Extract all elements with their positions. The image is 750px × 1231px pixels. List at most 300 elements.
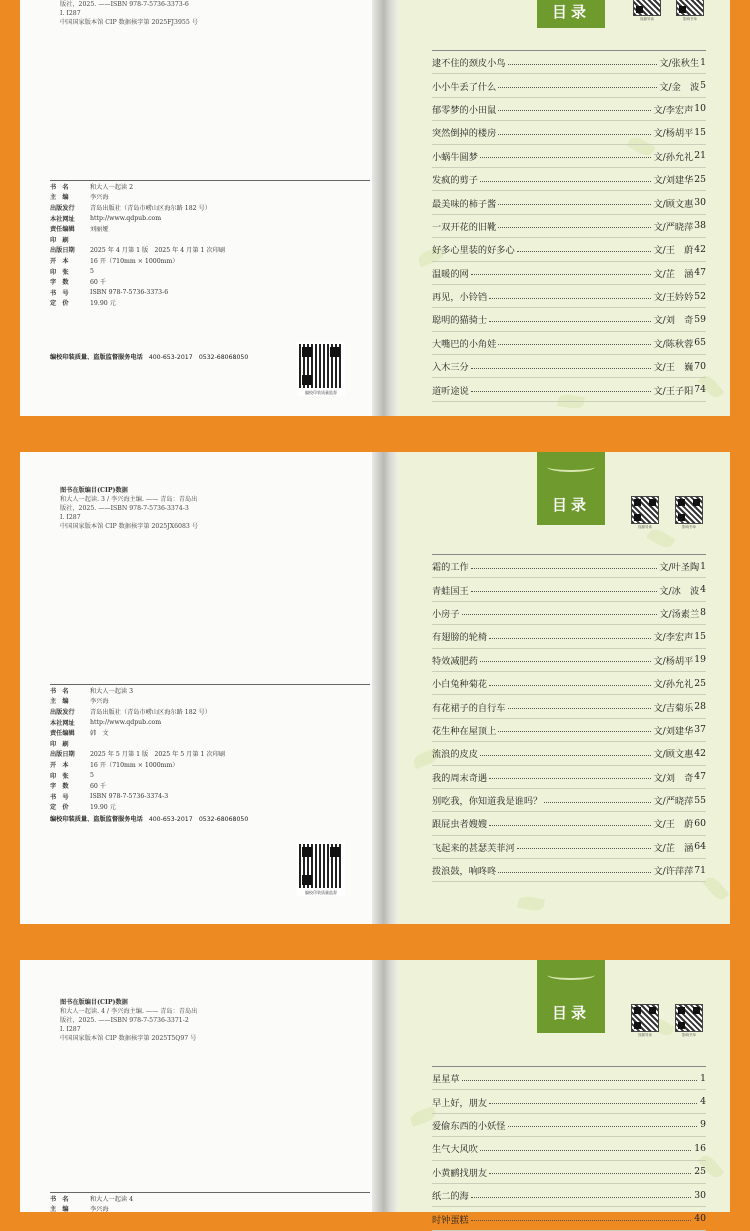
qr-code-icon	[631, 496, 659, 524]
colophon-row	[50, 1204, 370, 1215]
toc-leader-dots	[471, 274, 652, 275]
toc-entry[interactable]	[432, 1114, 706, 1137]
toc-leader-dots	[471, 368, 652, 369]
toc-entry-title: 郁零梦的小田鼠	[432, 104, 497, 116]
toc-title: 目录	[551, 496, 590, 514]
toc-entry[interactable]	[432, 766, 706, 789]
colophon-key: 书 名	[50, 183, 69, 191]
book-panel-2	[20, 452, 730, 924]
toc-entry-page: 42	[694, 243, 706, 255]
colophon-key: 定 价	[50, 300, 69, 308]
toc-entry-author: 文/孙允礼	[653, 151, 694, 163]
toc-entry[interactable]	[432, 168, 706, 191]
colophon-key: 主 编	[50, 1206, 69, 1214]
colophon	[50, 180, 370, 308]
toc-page	[398, 0, 730, 416]
qr-video-guide	[631, 496, 659, 530]
qr-caption: 影响书单	[682, 1033, 696, 1037]
toc-entry[interactable]	[432, 74, 706, 97]
toc-leader-dots	[508, 708, 652, 709]
toc-entry-title: 青蛙国王	[432, 585, 469, 597]
toc-list	[432, 50, 706, 402]
toc-entry[interactable]	[432, 578, 706, 601]
qr-code-icon	[299, 844, 343, 888]
book-spine	[372, 0, 398, 416]
cip-line: 和大人一起读. 3 / 李兴海主编. —— 青岛：青岛出	[60, 496, 198, 503]
toc-leader-dots	[517, 251, 652, 252]
cip-line: 中国国家版本馆 CIP 数据核字第 2025FJ3955 号	[60, 19, 198, 26]
toc-entry[interactable]	[432, 1207, 706, 1230]
toc-entry-author: 文/李宏声	[653, 104, 694, 116]
toc-entry[interactable]	[432, 1067, 706, 1090]
toc-entry-page: 64	[694, 841, 706, 853]
colophon-row	[50, 791, 370, 802]
toc-entry-title: 流浪的皮皮	[432, 749, 478, 761]
colophon-value: 韩 文	[90, 730, 109, 738]
colophon-row	[50, 276, 370, 287]
qr-caption: 视频导读	[638, 1033, 652, 1037]
cip-line: Ⅰ. I287	[60, 1026, 81, 1033]
qr-caption: 影响书单	[683, 17, 697, 21]
colophon-row	[50, 245, 370, 256]
toc-entry-title: 早上好，朋友	[432, 1097, 488, 1109]
qr-code-icon	[675, 496, 703, 524]
book-spine	[372, 960, 398, 1212]
toc-entry-title: 花生种在屋顶上	[432, 725, 497, 737]
colophon-row	[50, 749, 370, 760]
toc-entry-page: 40	[694, 1213, 706, 1225]
toc-leader-dots	[489, 298, 651, 299]
toc-entry[interactable]	[432, 789, 706, 812]
toc-entry-author: 文/顾文惠	[653, 749, 694, 761]
qr-caption: 编校印装质量监督	[305, 890, 337, 895]
toc-entry[interactable]	[432, 98, 706, 121]
colophon-key: 出版发行	[50, 708, 75, 716]
toc-entry[interactable]	[432, 145, 706, 168]
toc-leader-dots	[471, 1220, 692, 1221]
toc-title: 目录	[551, 1004, 590, 1022]
toc-leader-dots	[489, 321, 651, 322]
colophon-key: 主 编	[50, 698, 69, 706]
toc-banner	[537, 452, 605, 525]
toc-entry-author: 文/严晓萍	[653, 796, 694, 808]
toc-entry-page: 16	[694, 1142, 706, 1154]
toc-leader-dots	[489, 1173, 691, 1174]
colophon-key: 出版日期	[50, 247, 75, 255]
toc-entry-page: 9	[700, 1119, 706, 1131]
toc-entry-author: 文/刘 奇	[653, 772, 694, 784]
toc-entry-page: 15	[694, 630, 706, 642]
cip-line: 版社，2025. ——ISBN 978-7-5736-3374-3	[60, 505, 189, 512]
toc-entry-author: 文/冰 波	[659, 585, 700, 597]
colophon-row	[50, 780, 370, 791]
toc-entry[interactable]	[432, 719, 706, 742]
colophon-key: 书 号	[50, 289, 69, 297]
toc-entry[interactable]	[432, 555, 706, 578]
toc-entry-title: 小白兔种菊花	[432, 679, 488, 691]
cip-title: 图书在版编目(CIP)数据	[60, 487, 128, 494]
colophon-row	[50, 213, 370, 224]
colophon-key: 书 名	[50, 1195, 69, 1203]
toc-entry-author: 文/吉菊乐	[653, 702, 694, 714]
toc-entry-author: 文/汤素兰	[659, 608, 700, 620]
colophon-value: 刘丽娅	[90, 226, 109, 234]
toc-entry-title: 霜的工作	[432, 562, 469, 574]
colophon-value: 2025 年 5 月第 1 版 2025 年 5 月第 1 次印刷	[90, 751, 225, 759]
toc-leader-dots	[471, 591, 658, 592]
toc-entry-author: 文/叶圣陶	[659, 562, 700, 574]
toc-entry-title: 小小牛丢了什么	[432, 81, 497, 93]
colophon-key: 本社网址	[50, 215, 75, 223]
toc-entry-title: 飞起来的甚瑟芙菲河	[432, 842, 515, 854]
colophon-row	[50, 706, 370, 717]
colophon	[50, 1192, 370, 1214]
toc-entry-title: 我的周末奇遇	[432, 772, 488, 784]
colophon-value: ISBN 978-7-5736-3374-3	[90, 792, 169, 800]
toc-leader-dots	[498, 134, 651, 135]
toc-leader-dots	[462, 614, 658, 615]
toc-leader-dots	[508, 64, 658, 65]
toc-entry-page: 10	[694, 103, 706, 115]
toc-entry-title: 有花裙子的自行车	[432, 702, 506, 714]
toc-page	[398, 452, 730, 924]
toc-leader-dots	[498, 227, 651, 228]
toc-entry[interactable]	[432, 121, 706, 144]
toc-leader-dots	[471, 391, 652, 392]
colophon-key: 书 号	[50, 793, 69, 801]
toc-entry-page: 70	[694, 360, 706, 372]
colophon-key: 印 刷	[50, 236, 69, 244]
toc-entry-page: 25	[694, 677, 706, 689]
cip-line: 和大人一起读. 4 / 李兴海主编. —— 青岛：青岛出	[60, 1008, 198, 1015]
toc-entry[interactable]	[432, 672, 706, 695]
toc-entry-author: 文/孙允礼	[653, 679, 694, 691]
toc-entry[interactable]	[432, 332, 706, 355]
toc-entry-author: 文/刘建华	[653, 175, 694, 187]
toc-entry[interactable]	[432, 191, 706, 214]
colophon-key: 印 刷	[50, 740, 69, 748]
colophon-key: 责任编辑	[50, 730, 75, 738]
toc-entry[interactable]	[432, 215, 706, 238]
colophon-key: 开 本	[50, 761, 69, 769]
toc-leader-dots	[489, 1103, 697, 1104]
qr-booklist	[675, 496, 703, 530]
qr-code-icon	[299, 344, 343, 388]
cip-line: 中国国家版本馆 CIP 数据核字第 2025JX6083 号	[60, 523, 199, 530]
colophon-row	[50, 696, 370, 707]
toc-entry-author: 文/杨胡平	[653, 655, 694, 667]
toc-entry-author: 文/严晓萍	[653, 221, 694, 233]
toc-entry-page: 19	[694, 654, 706, 666]
toc-leader-dots	[480, 157, 652, 158]
toc-entry-title: 温暖的网	[432, 268, 469, 280]
colophon-value: 李兴海	[90, 698, 109, 706]
toc-leader-dots	[517, 848, 652, 849]
colophon-row	[50, 685, 370, 696]
cip-block	[60, 486, 198, 531]
toc-entry-page: 25	[694, 1166, 706, 1178]
toc-leader-dots	[489, 685, 651, 686]
hotline-phones: 400-653-2017 0532-68068050	[148, 354, 249, 361]
toc-entry-title: 逮不住的颈皮小鸟	[432, 58, 506, 70]
colophon-value: 和大人一起读 3	[90, 687, 134, 695]
toc-entry[interactable]	[432, 378, 706, 401]
toc-entry-page: 1	[700, 560, 706, 572]
colophon-row	[50, 192, 370, 203]
colophon-row	[50, 298, 370, 309]
toc-leader-dots	[471, 568, 658, 569]
cip-line: 版社，2025. ——ISBN 978-7-5736-3373-6	[60, 1, 189, 8]
qr-code-icon	[631, 1004, 659, 1032]
toc-entry-author: 文/芷 涵	[653, 268, 694, 280]
toc-entry-page: 21	[694, 150, 706, 162]
toc-entry[interactable]	[432, 1161, 706, 1184]
toc-entry-author: 文/刘建华	[653, 725, 694, 737]
toc-entry-title: 道听途说	[432, 385, 469, 397]
colophon-key: 主 编	[50, 194, 69, 202]
toc-entry-author: 文/芷 涵	[653, 842, 694, 854]
colophon-value: 5	[90, 267, 94, 275]
toc-entry-title: 跟屁虫者嫂嫂	[432, 819, 488, 831]
cip-line: 版社，2025. ——ISBN 978-7-5736-3371-2	[60, 1017, 189, 1024]
toc-entry-page: 37	[694, 724, 706, 736]
copyright-page	[20, 452, 372, 924]
toc-entry-title: 最美味的柿子酱	[432, 198, 497, 210]
toc-entry[interactable]	[432, 742, 706, 765]
toc-entry-title: 突然倒掉的楼房	[432, 128, 497, 140]
toc-entry-page: 28	[694, 701, 706, 713]
toc-entry-title: 有翅膀的轮椅	[432, 632, 488, 644]
colophon	[50, 684, 370, 812]
colophon-key: 责任编辑	[50, 226, 75, 234]
toc-entry[interactable]	[432, 812, 706, 835]
toc-entry-title: 生气大风吹	[432, 1144, 478, 1156]
toc-entry-page: 25	[694, 173, 706, 185]
toc-leader-dots	[498, 731, 651, 732]
colophon-value: 60 千	[90, 783, 107, 791]
colophon-row	[50, 770, 370, 781]
toc-entry[interactable]	[432, 285, 706, 308]
colophon-value: ISBN 978-7-5736-3373-6	[90, 288, 169, 296]
colophon-key: 定 价	[50, 804, 69, 812]
toc-leader-dots	[462, 1080, 698, 1081]
toc-entry-title: 大嘴巴的小角娃	[432, 338, 497, 350]
toc-leader-dots	[480, 661, 652, 662]
colophon-row	[50, 266, 370, 277]
colophon-value: http://www.qdpub.com	[90, 718, 162, 726]
toc-entry-author: 文/陈秋蓉	[653, 338, 694, 350]
book-panel-1	[20, 0, 730, 416]
colophon-key: 开 本	[50, 257, 69, 265]
toc-leader-dots	[489, 825, 651, 826]
toc-entry-author: 文/许萍萍	[653, 866, 694, 878]
toc-entry-title: 再见，小铃铛	[432, 292, 488, 304]
qr-caption: 视频导读	[640, 17, 654, 21]
toc-leader-dots	[471, 1197, 692, 1198]
toc-entry-title: 好多心里装的好多心	[432, 245, 515, 257]
toc-entry-author: 文/王妗妗	[653, 292, 694, 304]
qr-caption: 影响书单	[682, 525, 696, 529]
cip-block	[60, 0, 198, 27]
qr-booklist	[675, 1004, 703, 1038]
toc-entry-author: 文/李宏声	[653, 632, 694, 644]
copyright-page	[20, 0, 372, 416]
qr-code	[297, 842, 345, 896]
toc-entry-author: 文/王 蔚	[653, 819, 694, 831]
toc-entry-page: 5	[700, 80, 706, 92]
colophon-key: 出版发行	[50, 204, 75, 212]
colophon-key: 字 数	[50, 279, 69, 287]
toc-entry-title: 小黄鹂找朋友	[432, 1167, 488, 1179]
toc-entry-author: 文/王子阳	[653, 385, 694, 397]
toc-entry-title: 星星草	[432, 1074, 460, 1086]
cip-line: 中国国家版本馆 CIP 数据核字第 2025T5Q97 号	[60, 1035, 197, 1042]
toc-entry-page: 52	[694, 290, 706, 302]
toc-list	[432, 554, 706, 882]
toc-entry-title: 入木三分	[432, 362, 469, 374]
colophon-value: http://www.qdpub.com	[90, 214, 162, 222]
colophon-value: 青岛出版社（青岛市崂山区海尔路 182 号）	[90, 708, 211, 716]
toc-leader-dots	[498, 87, 657, 88]
qr-caption: 视频导读	[638, 525, 652, 529]
toc-leader-dots	[489, 778, 651, 779]
toc-entry-page: 1	[700, 56, 706, 68]
toc-entry-page: 60	[694, 817, 706, 829]
toc-entry-page: 30	[694, 1189, 706, 1201]
toc-entry-author: 文/杨胡平	[653, 128, 694, 140]
toc-leader-dots	[498, 872, 651, 873]
toc-entry-page: 71	[694, 864, 706, 876]
toc-entry-page: 15	[694, 126, 706, 138]
toc-leader-dots	[480, 1150, 691, 1151]
toc-entry-title: 纸二的海	[432, 1191, 469, 1203]
colophon-value: 5	[90, 771, 94, 779]
qr-caption: 编校印装质量监督	[305, 390, 337, 395]
qr-video-guide	[633, 0, 661, 22]
qr-code-icon	[675, 1004, 703, 1032]
colophon-row	[50, 759, 370, 770]
toc-entry[interactable]	[432, 308, 706, 331]
colophon-key: 出版日期	[50, 751, 75, 759]
toc-entry-author: 文/王 蔚	[653, 245, 694, 257]
toc-leader-dots	[498, 204, 651, 205]
cip-title: 图书在版编目(CIP)数据	[60, 999, 128, 1006]
toc-entry-title: 一双开花的旧靴	[432, 221, 497, 233]
toc-entry[interactable]	[432, 1090, 706, 1113]
toc-entry-title: 小蜗牛圆梦	[432, 151, 478, 163]
colophon-value: 60 千	[90, 279, 107, 287]
toc-entry[interactable]	[432, 625, 706, 648]
qr-code-icon	[676, 0, 704, 16]
toc-entry-page: 4	[700, 584, 706, 596]
toc-entry-author: 文/张秋生	[659, 58, 700, 70]
toc-entry-title: 小房子	[432, 608, 460, 620]
toc-entry-page: 8	[700, 607, 706, 619]
toc-entry-page: 74	[694, 384, 706, 396]
hotline-label: 编校印装质量、盗版监督服务电话	[50, 816, 143, 823]
colophon-row	[50, 181, 370, 192]
toc-leader-dots	[480, 181, 652, 182]
toc-entry-page: 42	[694, 747, 706, 759]
colophon-value: 16 开（710mm × 1000mm）	[90, 761, 179, 769]
toc-entry-page: 47	[694, 771, 706, 783]
toc-entry-page: 38	[694, 220, 706, 232]
colophon-row	[50, 234, 370, 245]
toc-entry[interactable]	[432, 836, 706, 859]
toc-entry-page: 47	[694, 267, 706, 279]
colophon-key: 书 名	[50, 687, 69, 695]
cip-line: Ⅰ. I287	[60, 10, 81, 17]
toc-entry[interactable]	[432, 355, 706, 378]
colophon-value: 和大人一起读 4	[90, 1195, 134, 1203]
colophon-row	[50, 223, 370, 234]
toc-leader-dots	[489, 638, 651, 639]
toc-leader-dots	[498, 344, 651, 345]
colophon-key: 印 张	[50, 772, 69, 780]
toc-entry[interactable]	[432, 51, 706, 74]
colophon-value: 李兴海	[90, 1206, 109, 1214]
toc-entry[interactable]	[432, 859, 706, 882]
toc-entry-page: 30	[694, 197, 706, 209]
toc-leader-dots	[544, 802, 651, 803]
colophon-row	[50, 1193, 370, 1204]
toc-entry[interactable]	[432, 602, 706, 625]
colophon-row	[50, 287, 370, 298]
toc-entry-page: 4	[700, 1096, 706, 1108]
cip-line: Ⅰ. I287	[60, 514, 81, 521]
toc-entry-title: 特效减肥药	[432, 655, 478, 667]
qr-booklist	[676, 0, 704, 22]
hotline	[50, 814, 248, 823]
toc-entry-page: 55	[694, 794, 706, 806]
book-panel-3	[20, 960, 730, 1226]
toc-entry[interactable]	[432, 695, 706, 718]
toc-entry-author: 文/顾文惠	[653, 198, 694, 210]
colophon-row	[50, 717, 370, 728]
qr-code	[297, 342, 345, 396]
colophon-row	[50, 738, 370, 749]
toc-entry-title: 拨浪鼓，响咚咚	[432, 866, 497, 878]
colophon-row	[50, 255, 370, 266]
toc-title: 目录	[551, 3, 590, 21]
hotline-label: 编校印装质量、盗版监督服务电话	[50, 354, 143, 361]
book-spine	[372, 452, 398, 924]
toc-entry[interactable]	[432, 238, 706, 261]
cip-block	[60, 998, 197, 1043]
qr-video-guide	[631, 1004, 659, 1038]
toc-entry-author: 文/王 巍	[653, 362, 694, 374]
toc-entry[interactable]	[432, 262, 706, 285]
toc-entry[interactable]	[432, 1137, 706, 1160]
toc-entry-page: 1	[700, 1072, 706, 1084]
colophon-key: 本社网址	[50, 719, 75, 727]
toc-entry-title: 时钟蛋糕	[432, 1214, 469, 1226]
toc-page	[398, 960, 730, 1226]
toc-entry[interactable]	[432, 649, 706, 672]
toc-entry-page: 65	[694, 337, 706, 349]
colophon-value: 19.90 元	[90, 804, 116, 812]
colophon-value: 19.90 元	[90, 300, 116, 308]
colophon-value: 李兴海	[90, 194, 109, 202]
colophon-value: 青岛出版社（青岛市崂山区海尔路 182 号）	[90, 204, 211, 212]
colophon-key: 印 张	[50, 268, 69, 276]
toc-leader-dots	[508, 1126, 698, 1127]
toc-list	[432, 1066, 706, 1231]
colophon-value: 和大人一起读 2	[90, 183, 134, 191]
colophon-row	[50, 202, 370, 213]
qr-code-icon	[633, 0, 661, 16]
toc-entry[interactable]	[432, 1184, 706, 1207]
